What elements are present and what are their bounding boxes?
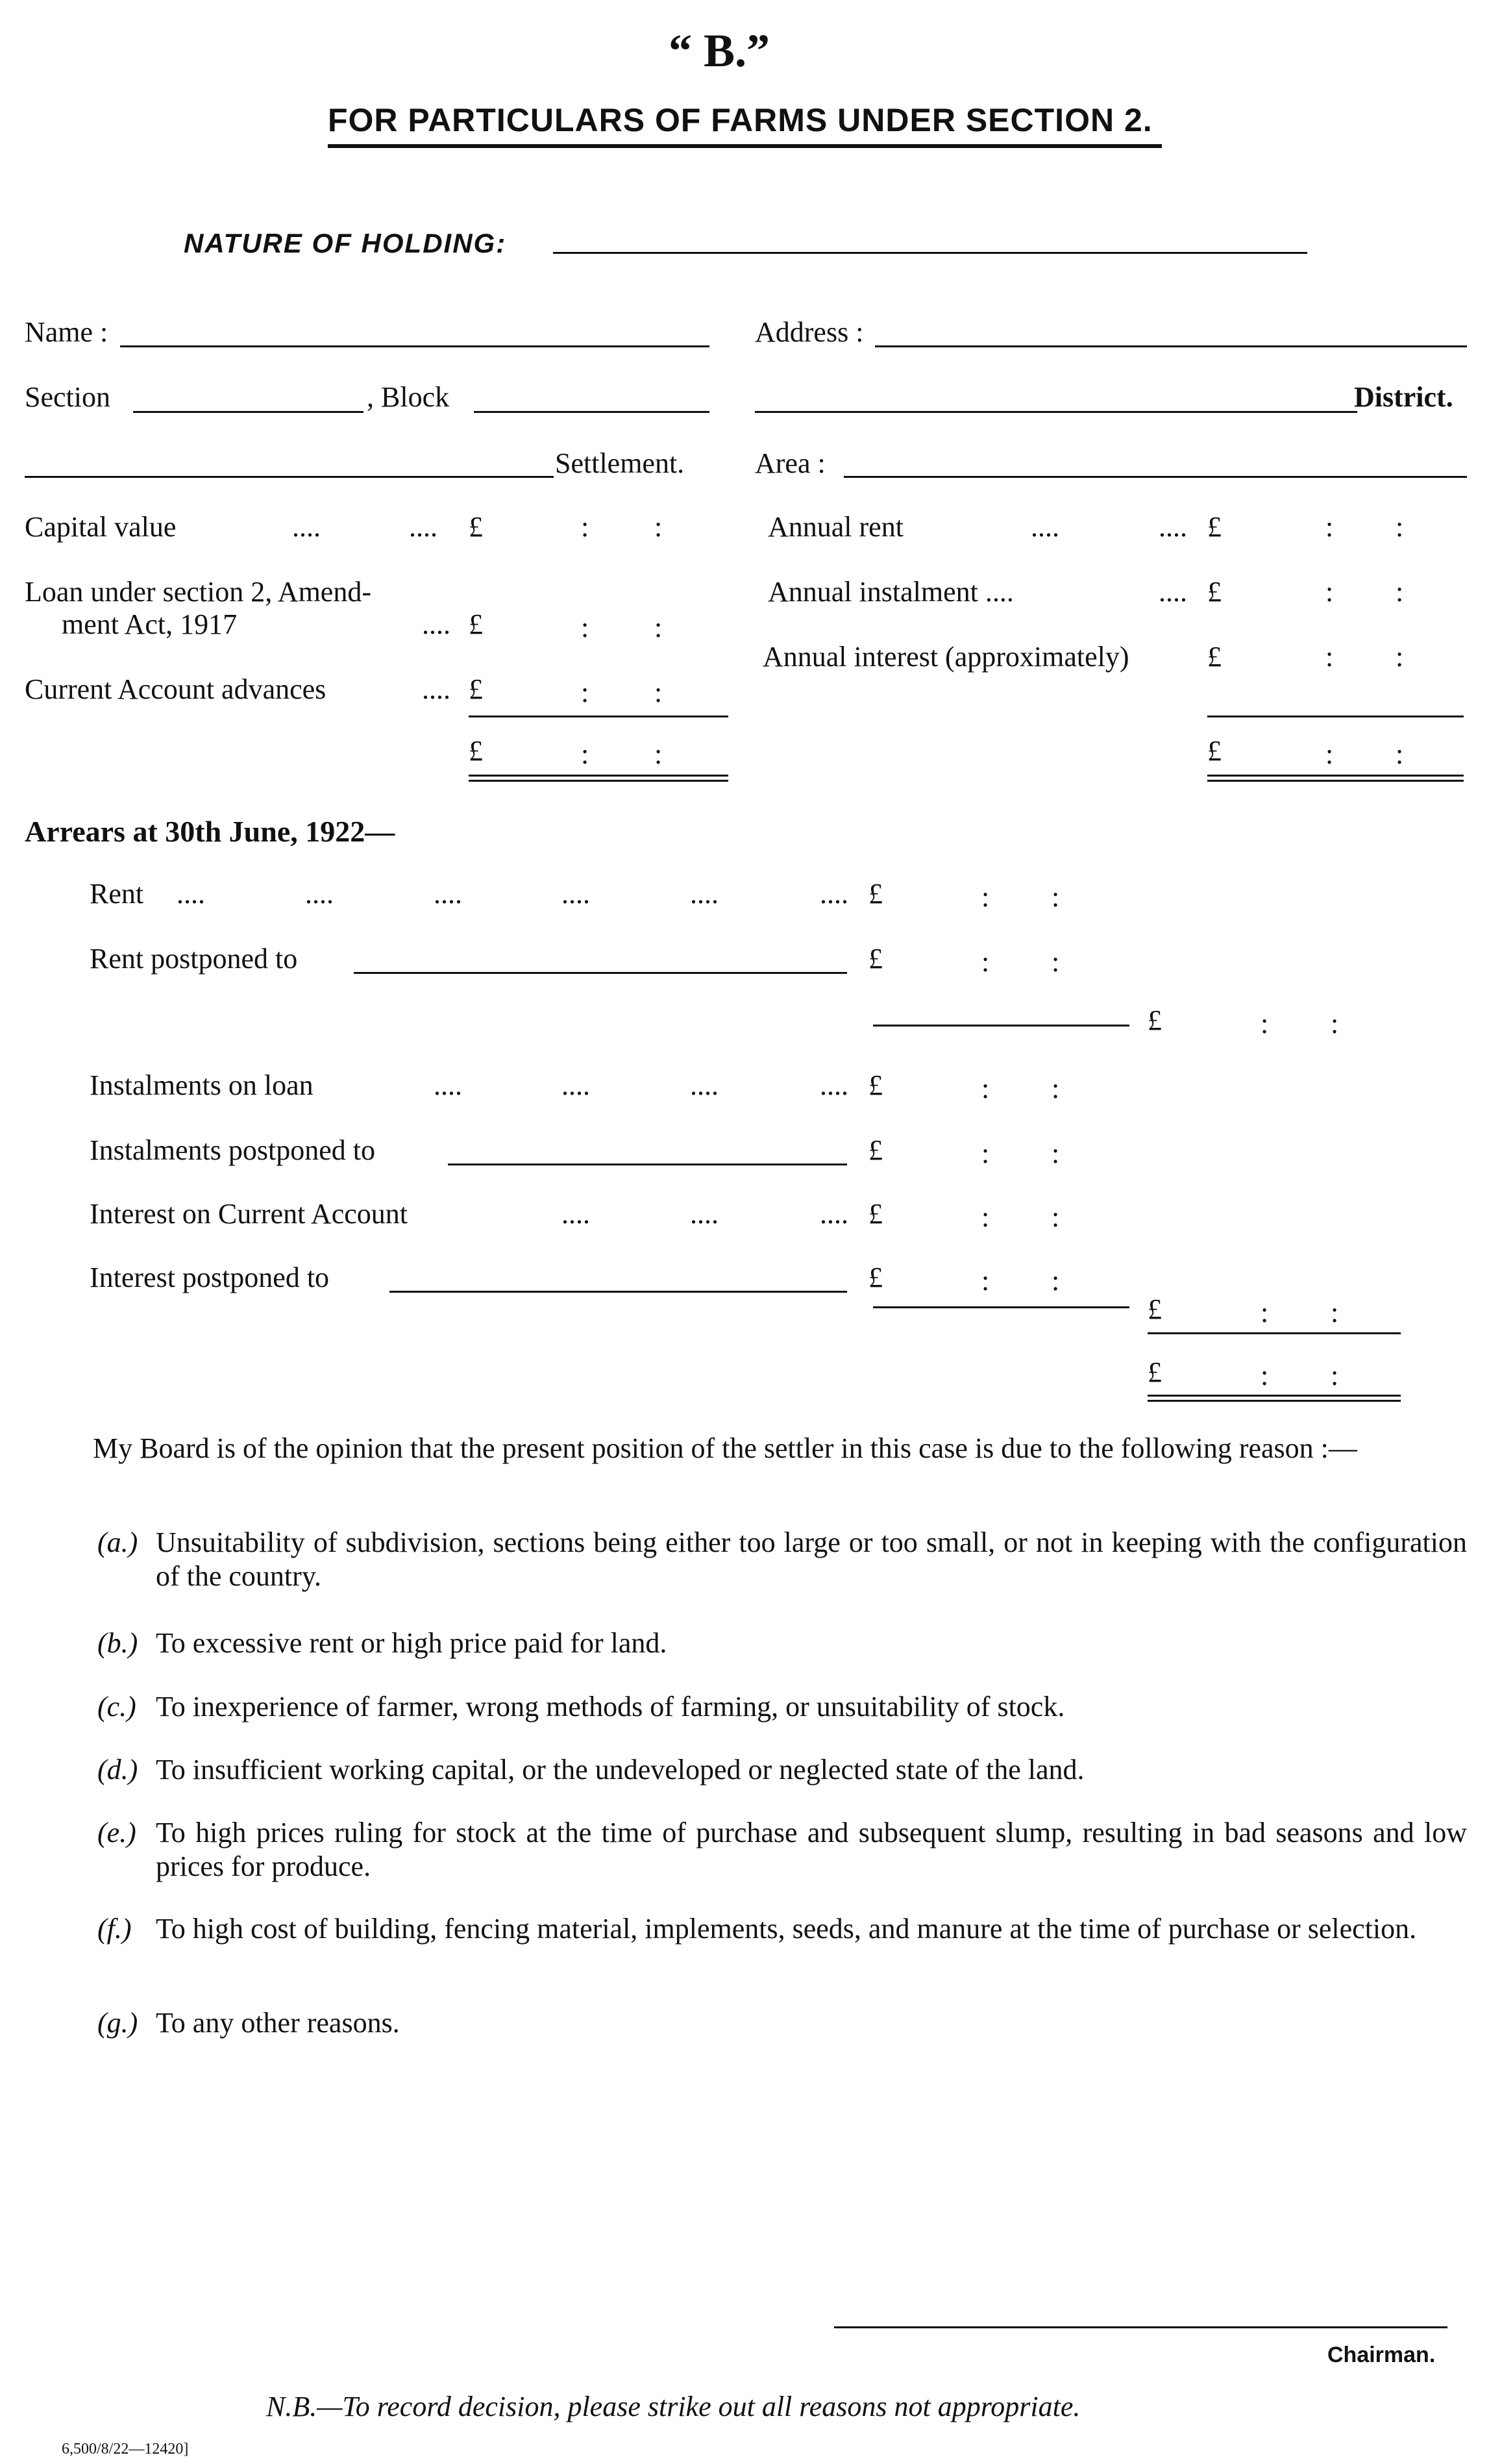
colon-sep: :: [581, 612, 589, 643]
instalments-postponed-label: Instalments postponed to: [90, 1134, 375, 1166]
chairman-label: Chairman.: [1327, 2343, 1436, 2367]
pound-sign: £: [868, 1262, 883, 1293]
reason-text: To high cost of building, fencing material, implements, seeds, and manure at the time of purchase or selection.: [156, 1913, 1417, 1945]
interest-current-label: Interest on Current Account: [90, 1198, 408, 1230]
opinion-intro: My Board is of the opinion that the present position of the settler in this case is due to the following reason :—: [93, 1432, 1357, 1464]
block-field[interactable]: [474, 411, 709, 413]
pound-sign: £: [1148, 1004, 1162, 1036]
colon-sep: :: [654, 738, 663, 770]
pound-sign: £: [868, 1069, 883, 1101]
arrears-heading: Arrears at 30th June, 1922—: [25, 815, 395, 848]
colon-sep: :: [981, 946, 990, 978]
reason-text: To high prices ruling for stock at the time of purchase and subsequent slump, resulting in bad seasons and low prices for produce.: [156, 1817, 1467, 1882]
leader-dots: ....: [409, 511, 437, 543]
leader-dots: ....: [177, 878, 205, 910]
colon-sep: :: [1396, 641, 1404, 673]
leader-dots: ....: [690, 1069, 719, 1101]
reason-label: (e.): [97, 1817, 136, 1848]
subtotal-rule: [1148, 1332, 1401, 1334]
pound-sign: £: [469, 673, 483, 705]
pound-sign: £: [1207, 511, 1222, 543]
rent-postponed-field[interactable]: [354, 972, 847, 974]
pound-sign: £: [868, 1134, 883, 1166]
title-underline: [328, 144, 1162, 148]
loan-label-line2: ment Act, 1917: [62, 608, 238, 640]
colon-sep: :: [981, 1073, 990, 1104]
reason-label: (g.): [97, 2007, 138, 2039]
reason-label: (a.): [97, 1526, 138, 1558]
settlement-field[interactable]: [25, 476, 554, 478]
interest-postponed-label: Interest postponed to: [90, 1262, 330, 1293]
pound-sign: £: [1148, 1356, 1162, 1388]
nature-label: NATURE OF HOLDING:: [184, 228, 507, 258]
reason-label: (c.): [97, 1691, 136, 1723]
subtotal-rule: [873, 1025, 1129, 1027]
reason-text: To inexperience of farmer, wrong methods of farming, or unsuitability of stock.: [156, 1691, 1065, 1723]
leader-dots: ....: [820, 1069, 848, 1101]
colon-sep: :: [981, 1201, 990, 1233]
area-field[interactable]: [844, 476, 1467, 478]
block-label: , Block: [367, 381, 450, 413]
total-double-rule: [469, 775, 728, 782]
leader-dots: ....: [292, 511, 321, 543]
colon-sep: :: [1261, 1297, 1269, 1328]
print-code: 6,500/8/22—12420]: [62, 2441, 189, 2458]
leader-dots: ....: [434, 878, 462, 910]
colon-sep: :: [654, 677, 663, 708]
reason-label: (d.): [97, 1754, 138, 1786]
colon-sep: :: [1396, 738, 1404, 770]
pound-sign: £: [469, 511, 483, 543]
colon-sep: :: [1052, 1073, 1060, 1104]
reason-c[interactable]: [97, 1690, 1467, 1724]
total-double-rule: [1148, 1395, 1401, 1402]
colon-sep: :: [1052, 1265, 1060, 1297]
colon-sep: :: [1325, 738, 1334, 770]
annual-instalment-label: Annual instalment ....: [768, 576, 1014, 608]
colon-sep: :: [1396, 511, 1404, 543]
colon-sep: :: [1052, 1201, 1060, 1233]
subtotal-rule: [873, 1306, 1129, 1308]
instalments-postponed-field[interactable]: [448, 1164, 847, 1165]
pound-sign: £: [469, 608, 483, 640]
reason-b[interactable]: [97, 1626, 1467, 1660]
colon-sep: :: [981, 1138, 990, 1169]
section-label: Section: [25, 381, 110, 413]
loan-label-line1: Loan under section 2, Amend-: [25, 576, 371, 608]
nb-note: N.B.—To record decision, please strike out all reasons not appropriate.: [266, 2391, 1081, 2422]
colon-sep: :: [1331, 1008, 1339, 1039]
leader-dots: ....: [690, 878, 719, 910]
leader-dots: ....: [305, 878, 334, 910]
reason-text: To insufficient working capital, or the undeveloped or neglected state of the land.: [156, 1754, 1085, 1786]
total-double-rule: [1207, 775, 1464, 782]
instalments-loan-label: Instalments on loan: [90, 1069, 314, 1101]
leader-dots: ....: [422, 673, 450, 705]
pound-sign: £: [868, 943, 883, 975]
name-field[interactable]: [120, 345, 709, 347]
leader-dots: ....: [1159, 511, 1187, 543]
reason-text: To any other reasons.: [156, 2007, 400, 2039]
colon-sep: :: [654, 511, 663, 543]
colon-sep: :: [581, 677, 589, 708]
leader-dots: ....: [434, 1069, 462, 1101]
leader-dots: ....: [820, 878, 848, 910]
leader-dots: ....: [561, 1069, 590, 1101]
annual-interest-label: Annual interest (approximately): [763, 641, 1129, 673]
reason-label: (b.): [97, 1627, 138, 1659]
colon-sep: :: [581, 738, 589, 770]
colon-sep: :: [1325, 576, 1334, 608]
district-label: District.: [1354, 381, 1453, 413]
form-title: FOR PARTICULARS OF FARMS UNDER SECTION 2.: [328, 102, 1153, 138]
leader-dots: ....: [561, 878, 590, 910]
pound-sign: £: [1207, 576, 1222, 608]
reason-text: To excessive rent or high price paid for land.: [156, 1627, 667, 1659]
colon-sep: :: [1261, 1360, 1269, 1391]
reason-label: (f.): [97, 1913, 132, 1945]
settlement-label: Settlement.: [555, 447, 685, 479]
colon-sep: :: [1396, 576, 1404, 608]
reason-a[interactable]: [97, 1526, 1467, 1593]
colon-sep: :: [1052, 881, 1060, 913]
leader-dots: ....: [1159, 576, 1187, 608]
chairman-signature-line[interactable]: [834, 2326, 1447, 2328]
colon-sep: :: [1325, 641, 1334, 673]
section-field[interactable]: [133, 411, 363, 413]
pound-sign: £: [1148, 1293, 1162, 1325]
reason-g[interactable]: [97, 2006, 1467, 2040]
pound-sign: £: [1207, 641, 1222, 673]
subtotal-rule: [469, 716, 728, 717]
area-label: Area :: [755, 447, 826, 479]
address-field[interactable]: [875, 345, 1467, 347]
address-label: Address :: [755, 316, 864, 348]
reason-e[interactable]: [97, 1816, 1467, 1884]
subtotal-rule: [1207, 716, 1464, 717]
colon-sep: :: [654, 612, 663, 643]
form-letter: “ B.”: [669, 25, 770, 77]
interest-postponed-field[interactable]: [389, 1291, 847, 1293]
pound-sign: £: [868, 1198, 883, 1230]
capital-value-label: Capital value: [25, 511, 177, 543]
annual-rent-label: Annual rent: [768, 511, 904, 543]
colon-sep: :: [981, 881, 990, 913]
rent-postponed-label: Rent postponed to: [90, 943, 298, 975]
colon-sep: :: [1331, 1360, 1339, 1391]
pound-sign: £: [868, 878, 883, 910]
colon-sep: :: [1331, 1297, 1339, 1328]
nature-field[interactable]: [553, 252, 1307, 254]
current-account-label: Current Account advances: [25, 673, 326, 705]
address-field-2[interactable]: [755, 411, 1357, 413]
leader-dots: ....: [690, 1198, 719, 1230]
leader-dots: ....: [820, 1198, 848, 1230]
pound-sign: £: [1207, 735, 1222, 767]
colon-sep: :: [1052, 946, 1060, 978]
leader-dots: ....: [422, 608, 450, 640]
rent-label: Rent: [90, 878, 144, 910]
colon-sep: :: [1052, 1138, 1060, 1169]
colon-sep: :: [1325, 511, 1334, 543]
colon-sep: :: [581, 511, 589, 543]
name-label: Name :: [25, 316, 108, 348]
leader-dots: ....: [561, 1198, 590, 1230]
colon-sep: :: [981, 1265, 990, 1297]
reason-f[interactable]: [97, 1912, 1467, 1946]
reason-text: Unsuitability of subdivision, sections being either too large or too small, or not in keeping with the configuration of the country.: [156, 1526, 1467, 1592]
colon-sep: :: [1261, 1008, 1269, 1039]
reason-d[interactable]: [97, 1753, 1467, 1787]
pound-sign: £: [469, 735, 483, 767]
leader-dots: ....: [1031, 511, 1059, 543]
